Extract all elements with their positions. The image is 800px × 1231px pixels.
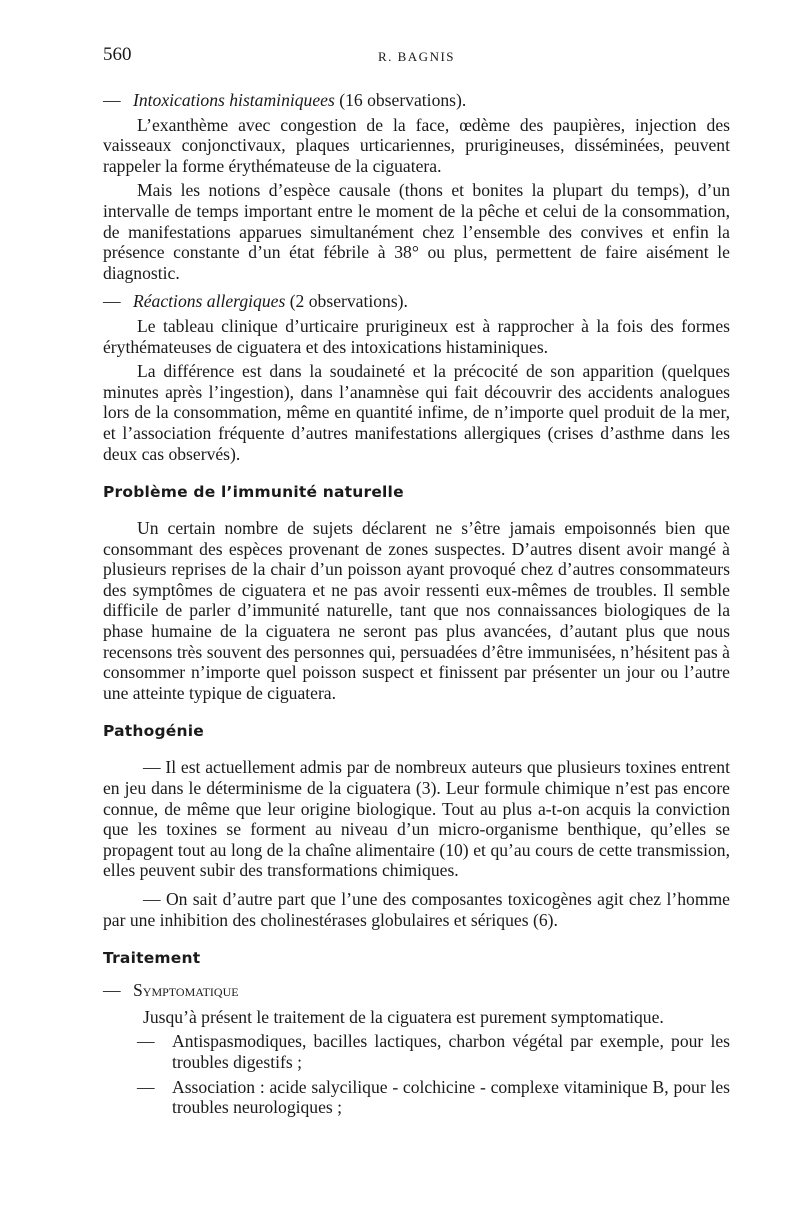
paragraph: — Il est actuellement admis par de nombreux auteurs que plusieurs toxines entrent en jeu dans le déterminisme de la ciguatera (3). Leur formule chimique n’est pas encore connue, de même que leur origine biologique. Tout au plus a-t-on acquis la conviction que les toxines se forment au niveau d’un micro-organisme benthique, qu’elles se propagent tout au long de la chaîne alimentaire (10) et qu’au cours de cette transmission, elles peuvent subir des transformations chimiques. xyxy=(103,757,730,881)
dash: — xyxy=(137,1031,155,1052)
treatment-list xyxy=(137,1031,730,1117)
subsection-title-text: Intoxications histaminiquees xyxy=(133,90,335,110)
paragraph: Mais les notions d’espèce causale (thons et bonites la plupart du temps), d’un intervalle de temps important entre le moment de la pêche et celui de la consommation, de manifestations apparues simultanément chez l’ensemble des convives et enfin la présence constante d’un état fébrile à 38° ou plus, permettent de faire aisément le diagnostic. xyxy=(103,180,730,283)
section-heading-treatment: Traitement xyxy=(103,949,201,968)
dash: — xyxy=(103,291,121,312)
dash: — xyxy=(137,1076,155,1097)
subsection-title-text: Réactions allergiques xyxy=(133,291,286,312)
list-item xyxy=(137,1077,730,1118)
dash: — xyxy=(103,90,121,110)
dash: — xyxy=(103,980,121,1001)
page-number: 560 xyxy=(103,44,132,65)
paragraph: Le tableau clinique d’urticaire prurigineux est à rapprocher à la fois des formes érythémateuses de ciguatera et des intoxications histaminiques. xyxy=(103,315,730,357)
paragraph: — On sait d’autre part que l’une des composantes toxicogènes agit chez l’homme par une inhibition des cholinestérases globulaires et sériques (6). xyxy=(103,889,730,930)
running-head: R. BAGNIS xyxy=(377,49,456,64)
list-item-text: Association : acide salycilique - colchicine - complexe vitaminique B, pour les troubles neurologiques ; xyxy=(172,1076,730,1118)
subsection-title-text: Symptomatique xyxy=(133,980,239,1001)
list-item xyxy=(137,1031,730,1072)
observation-count: (16 observations). xyxy=(334,90,467,110)
paragraph: L’exanthème avec congestion de la face, œdème des paupières, injection des vaisseaux conjonctivaux, plaques urticariennes, prurigineuses, disséminées, peuvent rappeler la forme érythémateuse de la ciguatera. xyxy=(103,114,730,176)
subsection-title-allergy xyxy=(103,291,730,312)
paragraph: Un certain nombre de sujets déclarent ne s’être jamais empoisonnés bien que consommant des espèces provenant de zones suspectes. D’autres disent avoir mangé à plusieurs reprises de la chair d’un poisson ayant provoqué chez d’autres consommateurs des symptômes de ciguatera et ne pas avoir ressenti eux-mêmes de troubles. Il semble difficile de parler d’immunité naturelle, tant que nos connaissances biologiques de la phase humaine de la ciguatera ne seront pas plus avancées, d’autant plus que nous recensons très souvent des personnes qui, persuadées d’être immunisées, n’hésitent pas à consommer n’importe quel poisson suspect et finissent par présenter un jour ou l’autre une atteinte typique de ciguatera. xyxy=(103,518,730,703)
paragraph: La différence est dans la soudaineté et la précocité de son apparition (quelques minutes après l’ingestion), dans l’anamnèse qui fait découvrir des accidents analogues lors de la consommation, même en quantité infime, de n’importe quel produit de la mer, et l’association fréquente d’autres manifestations allergiques (crises d’asthme dans les deux cas observés). xyxy=(103,361,730,464)
section-heading-immunity: Problème de l’immunité naturelle xyxy=(103,483,404,502)
list-item-text: Antispasmodiques, bacilles lactiques, charbon végétal par exemple, pour les troubles digestifs ; xyxy=(172,1031,730,1072)
observation-count: (2 observations). xyxy=(285,291,408,312)
subsection-title-symptomatic xyxy=(103,980,730,1001)
paragraph: Jusqu’à présent le traitement de la ciguatera est purement symptomatique. xyxy=(143,1006,664,1027)
page-header xyxy=(103,44,730,72)
body-text xyxy=(103,90,730,1122)
subsection-title-histamine xyxy=(103,90,730,111)
section-heading-pathogeny: Pathogénie xyxy=(103,722,204,741)
